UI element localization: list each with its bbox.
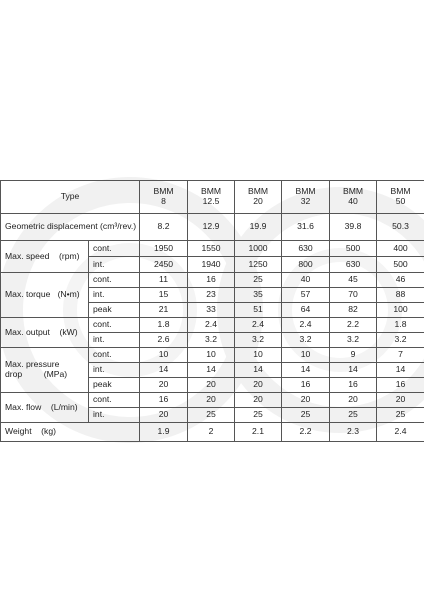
row-label: Weight (kg) bbox=[1, 423, 140, 442]
sub-label: int. bbox=[89, 363, 140, 378]
table-cell: 14 bbox=[188, 363, 235, 378]
table-cell: 3.2 bbox=[235, 333, 282, 348]
type-header: Type bbox=[1, 181, 140, 214]
table-cell: 10 bbox=[140, 348, 188, 363]
table-cell: 2.4 bbox=[377, 423, 424, 442]
table-cell: 500 bbox=[377, 257, 424, 273]
model-header: BMM 40 bbox=[330, 181, 377, 214]
table-cell: 9 bbox=[330, 348, 377, 363]
table-cell: 25 bbox=[235, 408, 282, 423]
table-cell: 1.8 bbox=[377, 318, 424, 333]
sub-label: cont. bbox=[89, 318, 140, 333]
table-cell: 1550 bbox=[188, 241, 235, 257]
sub-label: int. bbox=[89, 408, 140, 423]
table-cell: 45 bbox=[330, 273, 377, 288]
table-cell: 20 bbox=[235, 378, 282, 393]
table-cell: 40 bbox=[282, 273, 330, 288]
table-cell: 20 bbox=[140, 378, 188, 393]
table-cell: 2 bbox=[188, 423, 235, 442]
table-cell: 16 bbox=[140, 393, 188, 408]
table-cell: 14 bbox=[282, 363, 330, 378]
table-cell: 33 bbox=[188, 303, 235, 318]
row-label: Geometric displacement (cm³/rev.) bbox=[1, 214, 140, 241]
sub-label: cont. bbox=[89, 273, 140, 288]
sub-label: peak bbox=[89, 303, 140, 318]
row-label: Max. flow (L/min) bbox=[1, 393, 89, 423]
table-cell: 82 bbox=[330, 303, 377, 318]
table-cell: 630 bbox=[282, 241, 330, 257]
sub-label: cont. bbox=[89, 393, 140, 408]
table-cell: 1950 bbox=[140, 241, 188, 257]
table-cell: 2.4 bbox=[282, 318, 330, 333]
weight-row bbox=[1, 423, 424, 442]
table-cell: 20 bbox=[330, 393, 377, 408]
table-cell: 50.3 bbox=[377, 214, 424, 241]
table-cell: 10 bbox=[282, 348, 330, 363]
table-cell: 3.2 bbox=[377, 333, 424, 348]
table-cell: 100 bbox=[377, 303, 424, 318]
sub-label: int. bbox=[89, 257, 140, 273]
table-cell: 39.8 bbox=[330, 214, 377, 241]
model-header: BMM 50 bbox=[377, 181, 424, 214]
row-label: Max. output (kW) bbox=[1, 318, 89, 348]
table-cell: 2.4 bbox=[188, 318, 235, 333]
table-cell: 2.2 bbox=[282, 423, 330, 442]
table-cell: 20 bbox=[235, 393, 282, 408]
table-cell: 2.6 bbox=[140, 333, 188, 348]
geometric-displacement-row bbox=[1, 214, 424, 241]
sub-label: peak bbox=[89, 378, 140, 393]
table-cell: 25 bbox=[330, 408, 377, 423]
table-cell: 2450 bbox=[140, 257, 188, 273]
table-cell: 20 bbox=[188, 378, 235, 393]
table-cell: 400 bbox=[377, 241, 424, 257]
table-cell: 1940 bbox=[188, 257, 235, 273]
table-cell: 14 bbox=[377, 363, 424, 378]
model-header: BMM 12.5 bbox=[188, 181, 235, 214]
table-cell: 23 bbox=[188, 288, 235, 303]
table-cell: 3.2 bbox=[330, 333, 377, 348]
table-cell: 16 bbox=[330, 378, 377, 393]
table-cell: 1.9 bbox=[140, 423, 188, 442]
table-cell: 25 bbox=[377, 408, 424, 423]
table-cell: 2.3 bbox=[330, 423, 377, 442]
table-cell: 2.2 bbox=[330, 318, 377, 333]
max-flow-cont-row bbox=[1, 393, 424, 408]
table-cell: 3.2 bbox=[282, 333, 330, 348]
table-cell: 64 bbox=[282, 303, 330, 318]
table-cell: 10 bbox=[235, 348, 282, 363]
table-cell: 1250 bbox=[235, 257, 282, 273]
table-cell: 57 bbox=[282, 288, 330, 303]
model-header: BMM 32 bbox=[282, 181, 330, 214]
table-cell: 19.9 bbox=[235, 214, 282, 241]
sub-label: int. bbox=[89, 333, 140, 348]
table-cell: 14 bbox=[140, 363, 188, 378]
table-cell: 20 bbox=[188, 393, 235, 408]
table-cell: 10 bbox=[188, 348, 235, 363]
table-cell: 25 bbox=[188, 408, 235, 423]
model-header: BMM 20 bbox=[235, 181, 282, 214]
table-cell: 2.1 bbox=[235, 423, 282, 442]
table-cell: 15 bbox=[140, 288, 188, 303]
table-cell: 21 bbox=[140, 303, 188, 318]
max-output-cont-row bbox=[1, 318, 424, 333]
table-cell: 14 bbox=[330, 363, 377, 378]
max-speed-cont-row bbox=[1, 241, 424, 257]
table-cell: 630 bbox=[330, 257, 377, 273]
table-cell: 25 bbox=[235, 273, 282, 288]
model-header: BMM 8 bbox=[140, 181, 188, 214]
table-cell: 8.2 bbox=[140, 214, 188, 241]
table-cell: 88 bbox=[377, 288, 424, 303]
row-label: Max. pressure drop (MPa) bbox=[1, 348, 89, 393]
table-cell: 25 bbox=[282, 408, 330, 423]
type-row bbox=[1, 181, 424, 214]
table-cell: 20 bbox=[140, 408, 188, 423]
table-cell: 800 bbox=[282, 257, 330, 273]
table-cell: 7 bbox=[377, 348, 424, 363]
sub-label: cont. bbox=[89, 241, 140, 257]
table-cell: 1000 bbox=[235, 241, 282, 257]
table-cell: 20 bbox=[377, 393, 424, 408]
table-cell: 3.2 bbox=[188, 333, 235, 348]
sub-label: int. bbox=[89, 288, 140, 303]
table-cell: 51 bbox=[235, 303, 282, 318]
table-cell: 2.4 bbox=[235, 318, 282, 333]
table-cell: 16 bbox=[377, 378, 424, 393]
table-cell: 31.6 bbox=[282, 214, 330, 241]
table-cell: 20 bbox=[282, 393, 330, 408]
row-label: Max. torque (N•m) bbox=[1, 273, 89, 318]
table-cell: 14 bbox=[235, 363, 282, 378]
table-cell: 46 bbox=[377, 273, 424, 288]
max-pressure-cont-row bbox=[1, 348, 424, 363]
table-cell: 12.9 bbox=[188, 214, 235, 241]
table-cell: 500 bbox=[330, 241, 377, 257]
table-cell: 11 bbox=[140, 273, 188, 288]
table-cell: 70 bbox=[330, 288, 377, 303]
table-cell: 16 bbox=[282, 378, 330, 393]
sub-label: cont. bbox=[89, 348, 140, 363]
row-label: Max. speed (rpm) bbox=[1, 241, 89, 273]
specification-table bbox=[0, 180, 424, 442]
table-cell: 16 bbox=[188, 273, 235, 288]
max-torque-cont-row bbox=[1, 273, 424, 288]
table-cell: 1.8 bbox=[140, 318, 188, 333]
table-cell: 35 bbox=[235, 288, 282, 303]
